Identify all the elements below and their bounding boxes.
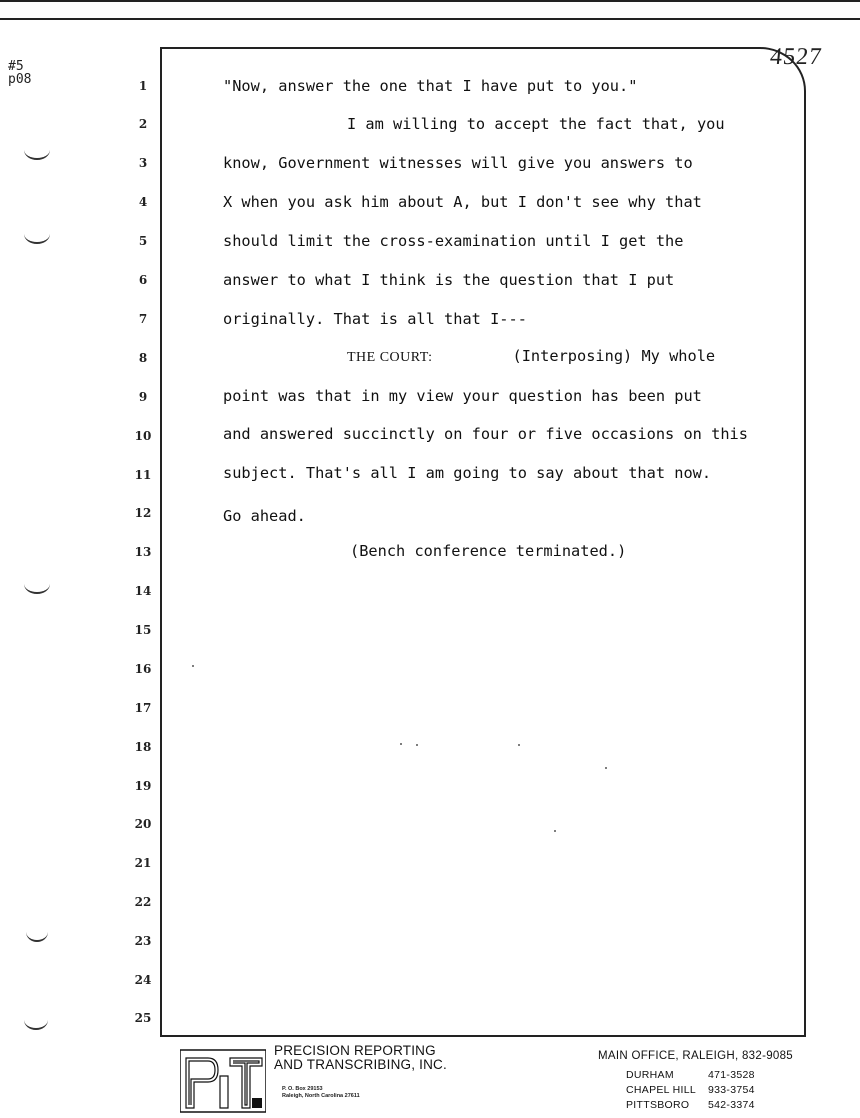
transcript-line-12: Go ahead. bbox=[223, 507, 306, 525]
transcript-line-7: originally. That is all that I--- bbox=[223, 310, 527, 328]
transcript-line-2: I am willing to accept the fact that, you bbox=[347, 115, 725, 133]
company-address bbox=[282, 1086, 360, 1099]
line-number: 17 bbox=[134, 701, 152, 715]
line-number: 3 bbox=[138, 156, 148, 170]
line-number: 20 bbox=[134, 817, 152, 831]
line-number: 13 bbox=[134, 545, 152, 559]
line-number: 7 bbox=[138, 312, 148, 326]
address-line-1: P. O. Box 29153 bbox=[282, 1086, 323, 1092]
line-number: 14 bbox=[134, 584, 152, 598]
pt-logo bbox=[180, 1046, 266, 1114]
line-number: 18 bbox=[134, 740, 152, 754]
line-number: 16 bbox=[134, 662, 152, 676]
line-number: 9 bbox=[138, 390, 148, 404]
line-number: 15 bbox=[134, 623, 152, 637]
transcript-line-4: X when you ask him about A, but I don't see why that bbox=[223, 193, 702, 211]
interposing-text: (Interposing) My whole bbox=[512, 347, 716, 365]
line-number: 6 bbox=[138, 273, 148, 287]
line-number: 24 bbox=[134, 973, 152, 987]
office-phone: 933-3754 bbox=[708, 1084, 755, 1096]
line-number: 22 bbox=[134, 895, 152, 909]
transcript-line-6: answer to what I think is the question that I put bbox=[223, 271, 675, 289]
address-line-2: Raleigh, North Carolina 27611 bbox=[282, 1092, 360, 1099]
top-edge-rule bbox=[0, 0, 860, 2]
reporter-footer bbox=[0, 1038, 860, 1118]
line-number: 1 bbox=[138, 79, 148, 93]
office-pittsboro bbox=[626, 1099, 755, 1111]
transcript-line-13: (Bench conference terminated.) bbox=[350, 542, 627, 560]
line-number: 25 bbox=[134, 1011, 152, 1025]
speaker-label: THE COURT: bbox=[347, 350, 433, 365]
line-number: 23 bbox=[134, 934, 152, 948]
company-line-2: AND TRANSCRIBING, INC. bbox=[274, 1057, 447, 1072]
punch-hole-mark bbox=[24, 1010, 48, 1030]
line-number: 12 bbox=[134, 506, 152, 520]
transcript-line-11: subject. That's all I am going to say about that now. bbox=[223, 464, 712, 482]
punch-hole-mark bbox=[24, 574, 50, 594]
office-phone: 542-3374 bbox=[708, 1099, 755, 1111]
punch-hole-mark bbox=[24, 224, 50, 244]
transcript-line-9: point was that in my view your question has been put bbox=[223, 387, 702, 405]
top-edge-rule-2 bbox=[0, 18, 860, 20]
company-line-1: PRECISION REPORTING bbox=[274, 1043, 436, 1058]
office-city: PITTSBORO bbox=[626, 1099, 690, 1111]
page-number: 4527 bbox=[768, 44, 824, 70]
office-chapel-hill bbox=[626, 1084, 755, 1096]
office-directory bbox=[598, 1050, 793, 1111]
marker-line-1: #5 bbox=[8, 59, 24, 74]
line-number: 10 bbox=[134, 429, 152, 443]
main-office: MAIN OFFICE, RALEIGH, 832-9085 bbox=[598, 1050, 793, 1062]
transcript-line-1: "Now, answer the one that I have put to you." bbox=[223, 77, 638, 95]
line-number: 19 bbox=[134, 779, 152, 793]
transcript-line-10: and answered succinctly on four or five occasions on this bbox=[223, 425, 748, 443]
line-number: 2 bbox=[138, 117, 148, 131]
punch-hole-mark bbox=[26, 922, 48, 942]
transcript-line-5: should limit the cross-examination until I get the bbox=[223, 232, 684, 250]
transcript-line-3: know, Government witnesses will give you answers to bbox=[223, 154, 693, 172]
line-number: 4 bbox=[138, 195, 148, 209]
company-name bbox=[274, 1044, 447, 1072]
office-city: DURHAM bbox=[626, 1069, 674, 1081]
office-city: CHAPEL HILL bbox=[626, 1084, 697, 1096]
office-durham bbox=[626, 1069, 755, 1081]
page-marker bbox=[8, 60, 31, 86]
line-number: 8 bbox=[138, 351, 148, 365]
line-number: 11 bbox=[134, 468, 152, 482]
line-number: 21 bbox=[134, 856, 152, 870]
office-phone: 471-3528 bbox=[708, 1069, 755, 1081]
marker-line-2: p08 bbox=[8, 72, 32, 87]
punch-hole-mark bbox=[24, 140, 50, 160]
transcript-line-8 bbox=[347, 347, 715, 367]
line-number: 5 bbox=[138, 234, 148, 248]
